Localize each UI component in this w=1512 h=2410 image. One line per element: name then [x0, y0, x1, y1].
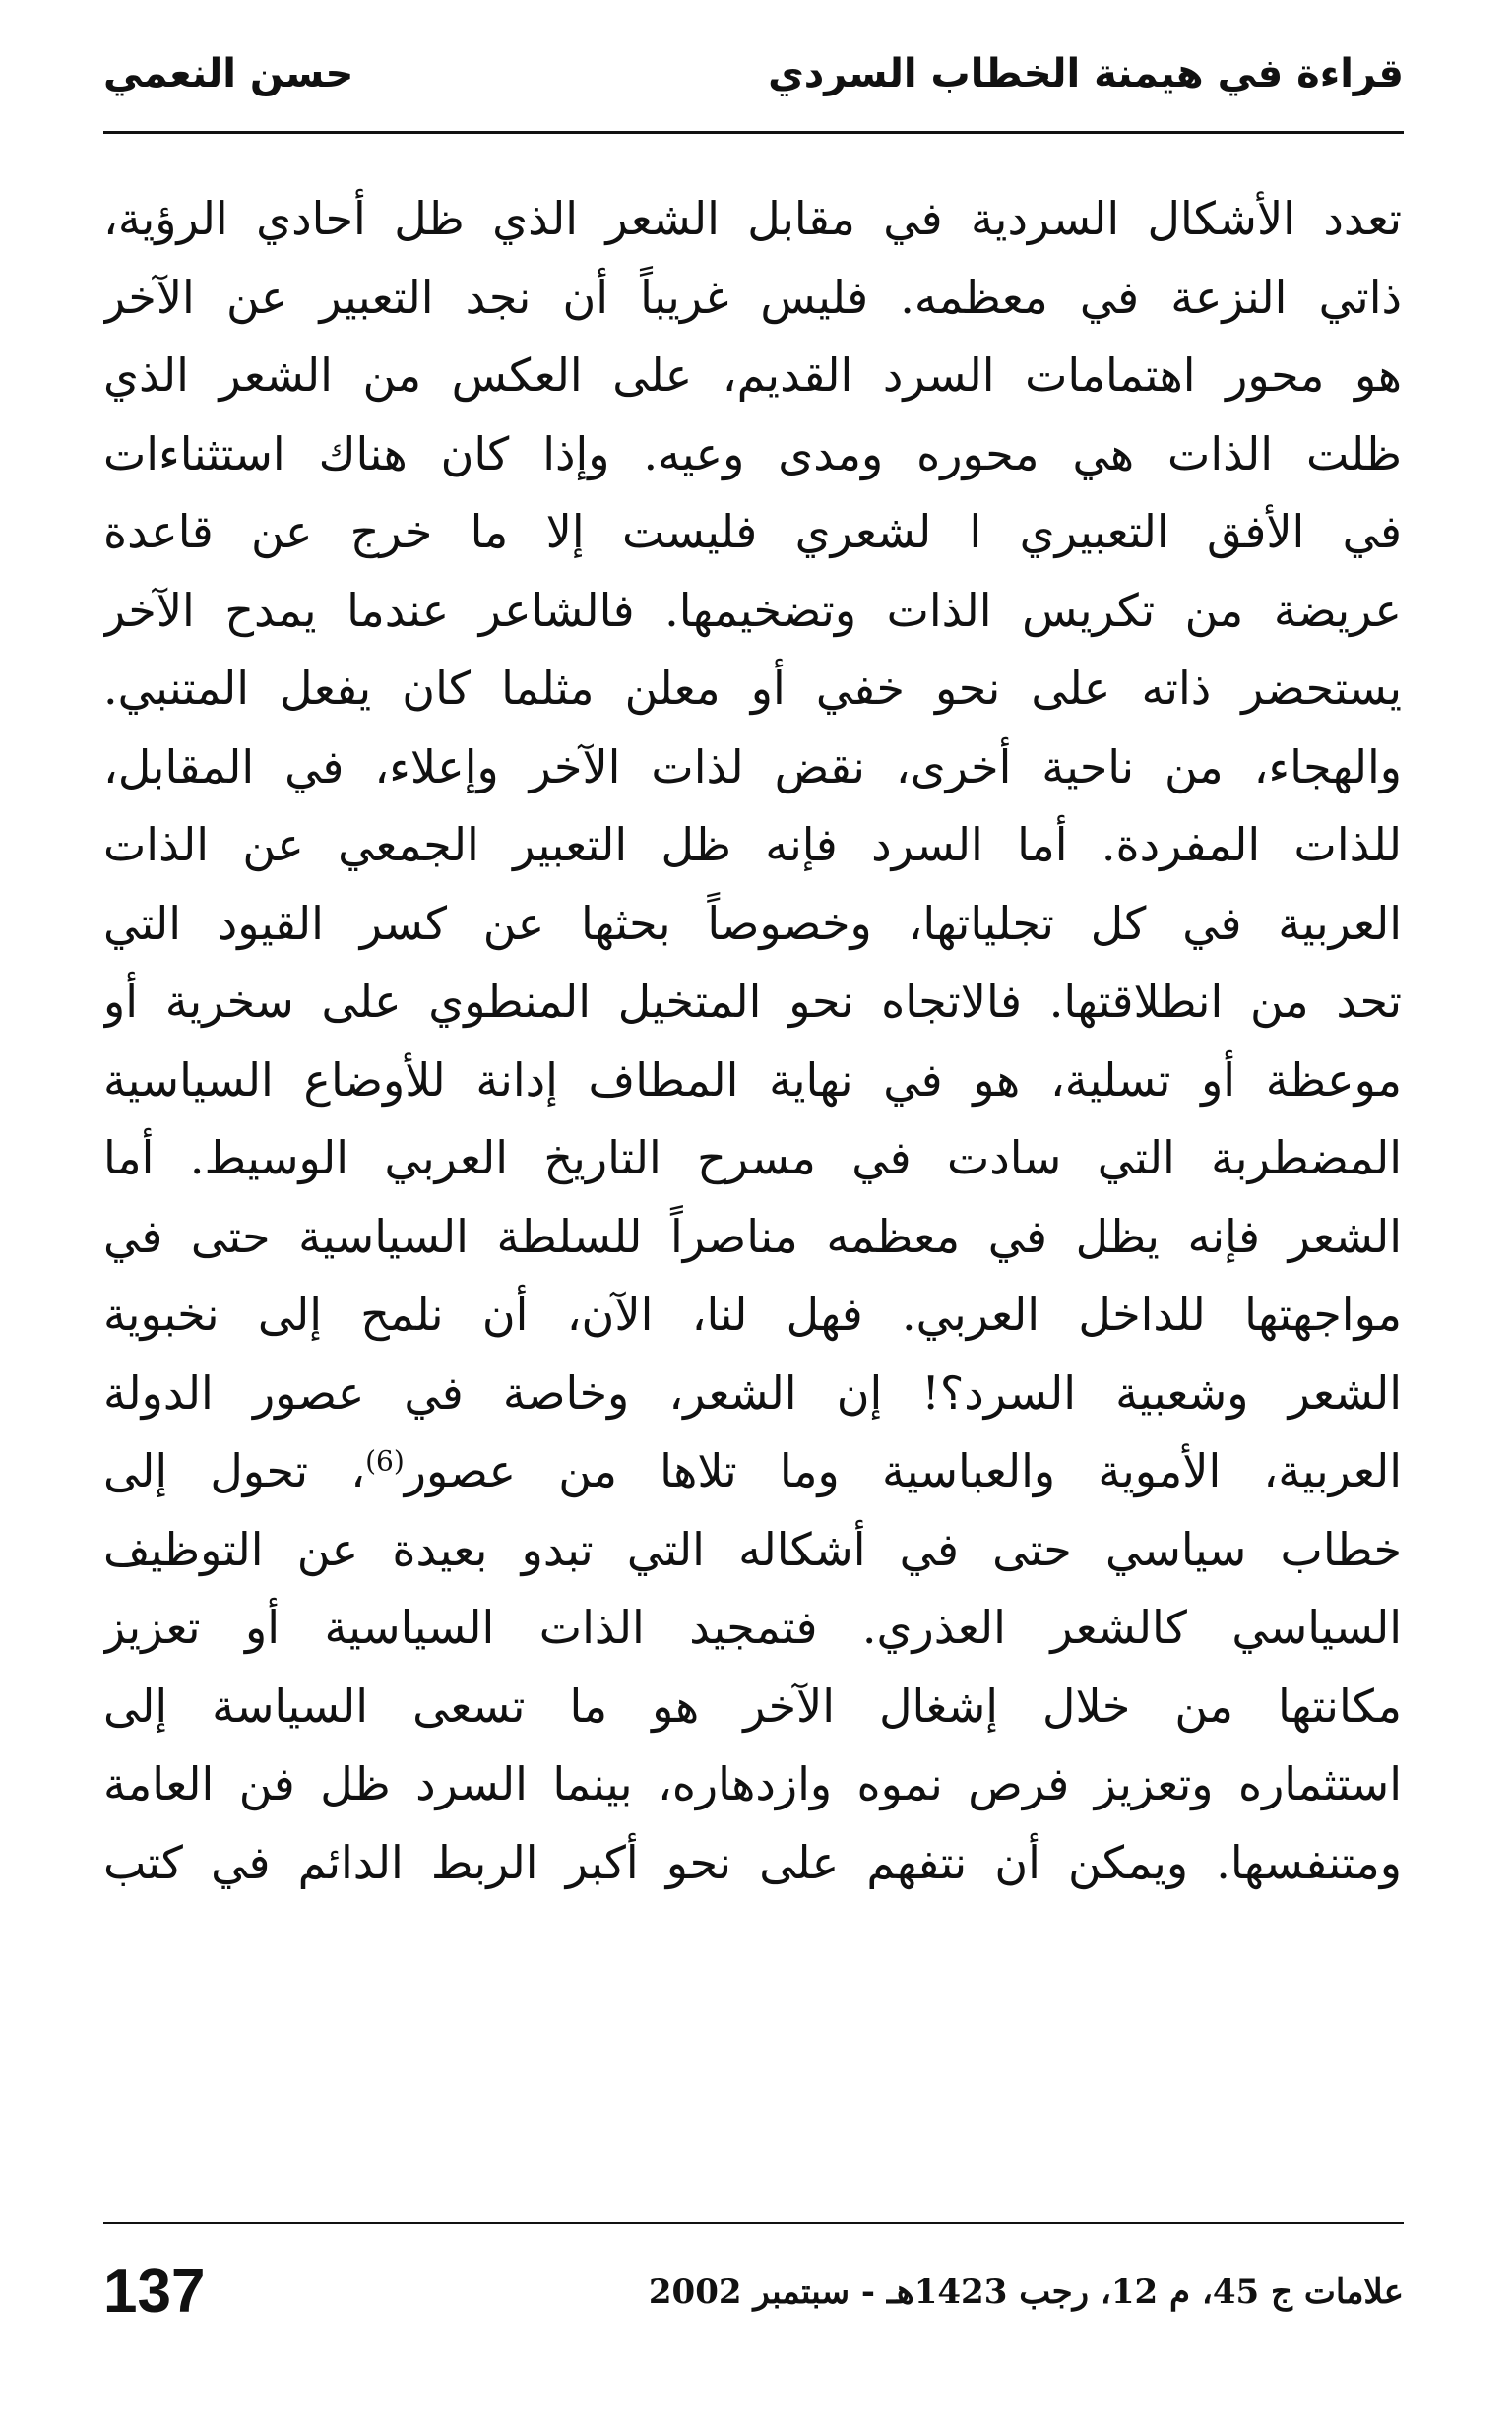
header-divider — [103, 131, 1404, 134]
text-line: موعظة أو تسلية، هو في نهاية المطاف إدانة للأوضاع السياسية — [103, 1052, 1402, 1107]
text-line: عريضة من تكريس الذات وتضخيمها. فالشاعر عندما يمدح الآخر — [103, 583, 1402, 637]
text-line-with-footnote — [103, 1432, 1402, 1511]
text-line: ذاتي النزعة في معظمه. فليس غريباً أن نجد التعبير عن الآخر — [103, 270, 1402, 324]
text-line: المضطربة التي سادت في مسرح التاريخ العربي الوسيط. أما — [103, 1131, 1402, 1184]
page-number: 137 — [103, 2257, 206, 2325]
text-line: هو محور اهتمامات السرد القديم، على العكس من الشعر الذي — [103, 349, 1402, 402]
text-line: الشعر وشعبية السرد؟! إن الشعر، وخاصة في عصور الدولة — [103, 1365, 1402, 1420]
text-line: تحد من انطلاقتها. فالاتجاه نحو المتخيل المنطوي على سخرية أو — [103, 975, 1402, 1028]
text-line: مواجهتها للداخل العربي. فهل لنا، الآن، أن نلمح إلى نخبوية — [103, 1288, 1402, 1341]
footer-divider — [103, 2222, 1404, 2224]
article-title: قراءة في هيمنة الخطاب السردي — [768, 51, 1404, 96]
text-line: للذات المفردة. أما السرد فإنه ظل التعبير الجمعي عن الذات — [103, 818, 1402, 871]
line-text-after-footnote: ، تحول إلى — [103, 1444, 366, 1497]
page-footer — [103, 2254, 1404, 2328]
body-text — [103, 180, 1402, 1902]
text-line: خطاب سياسي حتى في أشكاله التي تبدو بعيدة عن التوظيف — [103, 1522, 1402, 1576]
text-line: والهجاء، من ناحية أخرى، نقض لذات الآخر وإعلاء، في المقابل، — [103, 739, 1402, 793]
text-line: العربية في كل تجلياتها، وخصوصاً بحثها عن كسر القيود التي — [103, 896, 1402, 950]
footnote-reference: (6) — [365, 1444, 405, 1478]
text-line: ظلت الذات هي محوره ومدى وعيه. وإذا كان هناك استثناءات — [103, 426, 1402, 480]
text-line: الشعر فإنه يظل في معظمه مناصراً للسلطة السياسية حتى في — [103, 1209, 1402, 1263]
author-name: حسن النعمي — [103, 51, 354, 96]
text-line: تعدد الأشكال السردية في مقابل الشعر الذي ظل أحادي الرؤية، — [103, 192, 1402, 245]
line-text-before-footnote: العربية، الأموية والعباسية وما تلاها من عصور — [404, 1444, 1402, 1497]
text-line: مكانتها من خلال إشغال الآخر هو ما تسعى السياسة إلى — [103, 1679, 1402, 1733]
text-line: ومتنفسها. ويمكن أن نتفهم على نحو أكبر الربط الدائم في كتب — [103, 1835, 1402, 1889]
text-line: السياسي كالشعر العذري. فتمجيد الذات السياسية أو تعزيز — [103, 1601, 1402, 1654]
running-header — [103, 39, 1404, 108]
text-line: يستحضر ذاته على نحو خفي أو معلن مثلما كان يفعل المتنبي. — [103, 662, 1402, 715]
journal-info: علامات ج 45، م 12، رجب 1423هـ - سبتمبر 2002 — [648, 2271, 1404, 2312]
text-line: في الأفق التعبيري ا لشعري فليست إلا ما خرج عن قاعدة — [103, 505, 1402, 558]
text-line: استثماره وتعزيز فرص نموه وازدهاره، بينما السرد ظل فن العامة — [103, 1757, 1402, 1810]
